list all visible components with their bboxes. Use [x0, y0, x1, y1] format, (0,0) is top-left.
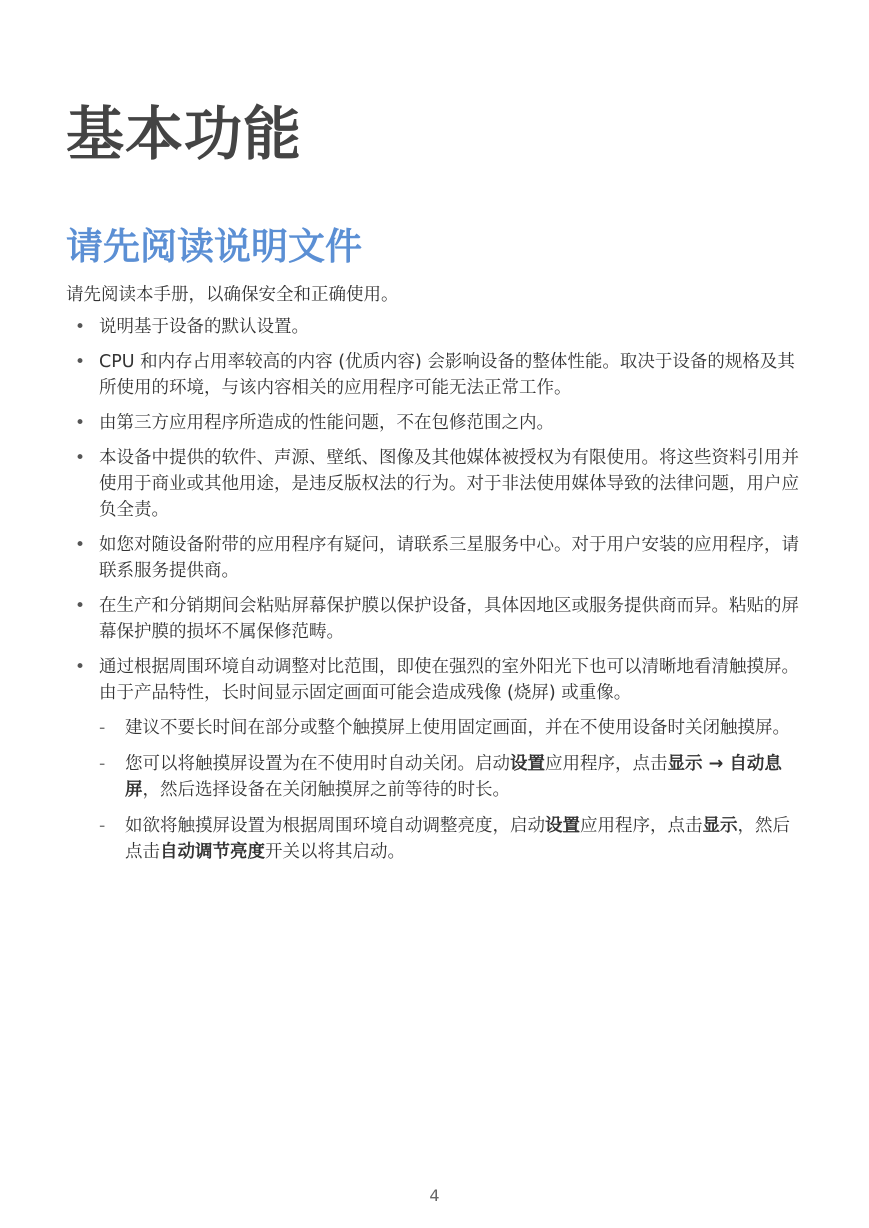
bullet-item [66, 593, 806, 645]
bullet-item [66, 654, 806, 865]
sub-item-text: ，然后选择设备在关闭触摸屏之前等待的时长。 [142, 780, 510, 800]
bullet-text: 说明基于设备的默认设置。 [99, 317, 309, 337]
screen-timeout-option: 自动息屏 [125, 754, 782, 800]
bullet-list [66, 314, 806, 875]
sub-item-text: 如欲将触摸屏设置为根据周围环境自动调整亮度，启动 [125, 816, 545, 836]
display-menu-name: 显示 [667, 754, 703, 774]
sub-list [99, 715, 806, 865]
bullet-text: 本设备中提供的软件、声源、壁纸、图像及其他媒体被授权为有限使用。将这些资料引用并使用于商业或其他用途，是违反版权法的行为。对于非法使用媒体导致的法律问题，用户应负全责。 [99, 448, 799, 520]
section-title: 请先阅读说明文件 [66, 225, 362, 268]
page-number: 4 [429, 1186, 440, 1205]
bullet-marker: • [75, 317, 86, 337]
bullet-marker: • [75, 657, 86, 677]
bullet-item [66, 314, 806, 340]
sub-item [99, 751, 806, 803]
dash-marker: - [99, 816, 106, 836]
sub-item [99, 813, 806, 865]
sub-item-text: ，然后点击 [125, 816, 790, 862]
sub-item-text: 应用程序，点击 [545, 754, 668, 774]
sub-item-text: 应用程序，点击 [580, 816, 703, 836]
bullet-item [66, 445, 806, 523]
display-menu-name: 显示 [702, 816, 738, 836]
bullet-text: 在生产和分销期间会粘贴屏幕保护膜以保护设备，具体因地区或服务提供商而异。粘贴的屏幕保护膜的损坏不属保修范畴。 [99, 596, 799, 642]
bullet-marker: • [75, 413, 86, 433]
sub-item [99, 715, 806, 741]
settings-app-name: 设置 [545, 816, 580, 836]
bullet-marker: • [75, 596, 86, 616]
sub-item-text: 您可以将触摸屏设置为在不使用时自动关闭。启动 [125, 754, 510, 774]
bullet-text: CPU 和内存占用率较高的内容 (优质内容) 会影响设备的整体性能。取决于设备的规格及其所使用的环境，与该内容相关的应用程序可能无法正常工作。 [99, 352, 795, 398]
bullet-item [66, 349, 806, 401]
bullet-marker: • [75, 535, 86, 555]
bullet-text: 由第三方应用程序所造成的性能问题，不在包修范围之内。 [99, 413, 554, 433]
arrow-separator: → [702, 754, 730, 774]
chapter-title: 基本功能 [66, 100, 303, 168]
bullet-text: 通过根据周围环境自动调整对比范围，即使在强烈的室外阳光下也可以清晰地看清触摸屏。由于产品特性，长时间显示固定画面可能会造成残像 (烧屏) 或重像。 [99, 657, 799, 703]
dash-marker: - [99, 754, 106, 774]
bullet-text: 如您对随设备附带的应用程序有疑问，请联系三星服务中心。对于用户安装的应用程序，请联系服务提供商。 [99, 535, 799, 581]
sub-item-text: 建议不要长时间在部分或整个触摸屏上使用固定画面，并在不使用设备时关闭触摸屏。 [125, 718, 790, 738]
bullet-marker: • [75, 448, 86, 468]
intro-paragraph: 请先阅读本手册，以确保安全和正确使用。 [66, 285, 399, 305]
adaptive-brightness-option: 自动调节亮度 [160, 842, 265, 862]
bullet-item [66, 532, 806, 584]
dash-marker: - [99, 718, 106, 738]
bullet-marker: • [75, 352, 86, 372]
settings-app-name: 设置 [510, 754, 545, 774]
bullet-item [66, 410, 806, 436]
sub-item-text: 开关以将其启动。 [265, 842, 405, 862]
